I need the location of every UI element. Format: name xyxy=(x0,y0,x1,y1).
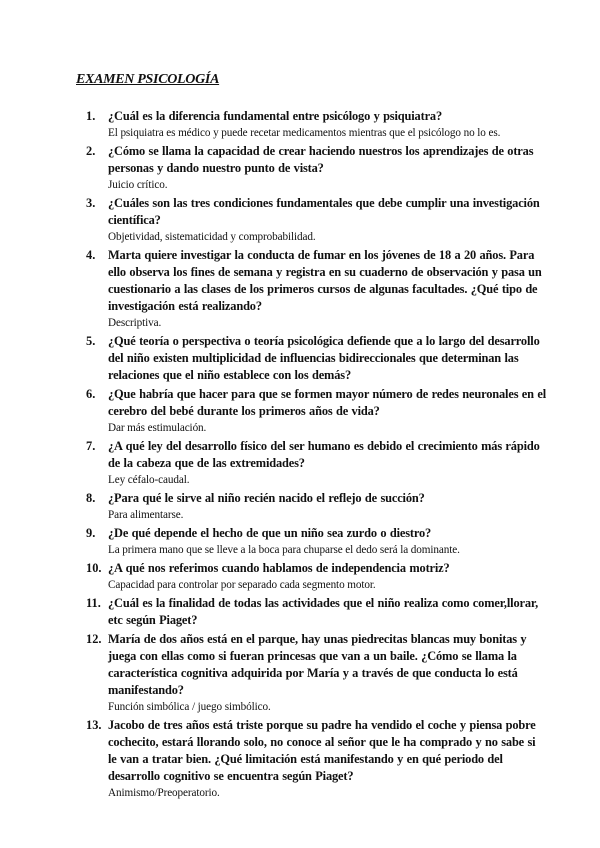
question-number: 7. xyxy=(86,439,96,453)
question-text: ¿Cuál es la finalidad de todas las actividades que el niño realiza como comer,llorar, etc según Piaget? xyxy=(108,596,539,627)
question-number: 13. xyxy=(86,718,102,732)
question-item xyxy=(86,525,546,558)
answer-text: El psiquiatra es médico y puede recetar medicamentos mientras que el psicólogo no lo es. xyxy=(108,127,501,139)
question-number: 10. xyxy=(86,561,102,575)
question-text: ¿Cuál es la diferencia fundamental entre psicólogo y psiquiatra? xyxy=(108,109,443,123)
question-number: 5. xyxy=(86,334,96,348)
question-text: ¿Qué teoría o perspectiva o teoría psicológica defiende que a lo largo del desarrollo del niño existen multiplicidad de influencias bidireccionales que determinan las relaciones que el niño establece con los demás? xyxy=(108,334,540,382)
question-text: ¿Para qué le sirve al niño recién nacido el reflejo de succión? xyxy=(108,491,425,505)
question-item xyxy=(86,143,546,193)
question-item xyxy=(86,247,546,331)
answer-text: La primera mano que se lleve a la boca para chuparse el dedo será la dominante. xyxy=(108,544,460,556)
question-text: ¿Cómo se llama la capacidad de crear haciendo nuestros los aprendizajes de otras personas y dando nuestro punto de vista? xyxy=(108,144,534,175)
question-item xyxy=(86,717,546,801)
question-text: ¿A qué ley del desarrollo físico del ser humano es debido el crecimiento más rápido de la cabeza que de las extremidades? xyxy=(108,439,540,470)
question-number: 9. xyxy=(86,526,96,540)
question-item xyxy=(86,490,546,523)
answer-text: Objetividad, sistematicidad y comprobabilidad. xyxy=(108,231,316,243)
page-title: EXAMEN PSICOLOGÍA xyxy=(76,72,220,87)
question-number: 3. xyxy=(86,196,96,210)
question-number: 8. xyxy=(86,491,96,505)
question-text: Jacobo de tres años está triste porque su padre ha vendido el coche y piensa pobre cochecito, estará llorando solo, no conoce al señor que le ha comprado y no sabe si le van a tratar bien. ¿Qué limitación está manifestando y en qué periodo del desarrollo cognitivo se encuentra según Piaget? xyxy=(108,718,536,783)
question-item xyxy=(86,195,546,245)
question-number: 4. xyxy=(86,248,96,262)
question-item xyxy=(86,595,546,629)
answer-text: Juicio crítico. xyxy=(108,179,168,191)
answer-text: Animismo/Preoperatorio. xyxy=(108,787,220,799)
answer-text: Capacidad para controlar por separado cada segmento motor. xyxy=(108,579,376,591)
question-item xyxy=(86,631,546,715)
question-text: ¿De qué depende el hecho de que un niño sea zurdo o diestro? xyxy=(108,526,432,540)
question-text: ¿A qué nos referimos cuando hablamos de independencia motriz? xyxy=(108,561,450,575)
question-item xyxy=(86,560,546,593)
question-list xyxy=(86,108,546,803)
question-number: 6. xyxy=(86,387,96,401)
answer-text: Ley céfalo-caudal. xyxy=(108,474,190,486)
question-item xyxy=(86,333,546,384)
question-item xyxy=(86,386,546,436)
question-text: ¿Cuáles son las tres condiciones fundamentales que debe cumplir una investigación científica? xyxy=(108,196,540,227)
question-text: ¿Que habría que hacer para que se formen mayor número de redes neuronales en el cerebro del bebé durante los primeros años de vida? xyxy=(108,387,546,418)
question-item xyxy=(86,108,546,141)
question-text: María de dos años está en el parque, hay unas piedrecitas blancas muy bonitas y juega con ellas como si fueran princesas que van a un baile. ¿Cómo se llama la característica cognitiva adquirida por María y a través de que conducta lo está manifestando? xyxy=(108,632,527,697)
question-number: 12. xyxy=(86,632,102,646)
answer-text: Para alimentarse. xyxy=(108,509,184,521)
question-number: 11. xyxy=(86,596,101,610)
question-number: 1. xyxy=(86,109,96,123)
question-item xyxy=(86,438,546,488)
question-text: Marta quiere investigar la conducta de fumar en los jóvenes de 18 a 20 años. Para ello observa los fines de semana y registra en su cuaderno de observación y pasa un cuestionario a las clases de los primeros cursos de algunas facultades. ¿Qué tipo de investigación está realizando? xyxy=(108,248,542,313)
answer-text: Descriptiva. xyxy=(108,317,162,329)
question-number: 2. xyxy=(86,144,96,158)
answer-text: Dar más estimulación. xyxy=(108,422,207,434)
answer-text: Función simbólica / juego simbólico. xyxy=(108,701,271,713)
